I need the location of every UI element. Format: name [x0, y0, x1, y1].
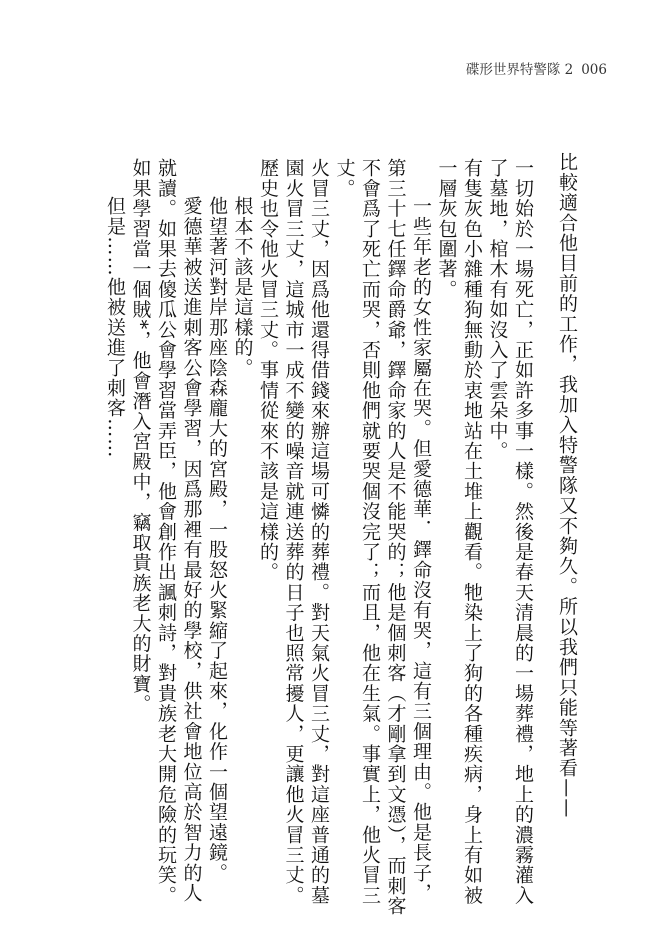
- book-title: 碟形世界特警隊 2: [465, 62, 574, 78]
- page-number: 006: [581, 62, 607, 78]
- handwritten-note: 比較適合他目前的工作，我加入特警隊又不夠久。所以我們只能等著看——: [556, 152, 578, 819]
- running-header: [387, 58, 607, 80]
- body-text: [95, 158, 535, 918]
- paragraph-3: 一些年老的女性家屬在哭。但愛德華．鐸命沒有哭，這有三個理由。他是長子，第三十七任鐸命爵爺，鐸命家的人是不能哭的；他是個刺客（才剛拿到文憑），而刺客不會爲了死亡而哭，否則他們就要哭個沒完了；而且，他在生氣。事實上，他火冒三丈。: [333, 158, 432, 917]
- paragraph-7: 愛德華被送進刺客公會學習，因爲那裡有最好的學校，供社會地位高於智力的人就讀。如果去傻瓜公會學習當弄臣，他會創作出諷刺詩，對貴族老大開危險的玩笑。如果學習當一個賊*，他會潛入宮殿中，竊取貴族老大的財寶。: [129, 158, 203, 906]
- paragraph-1: 一切始於一場死亡，正如許多事一樣。然後是春天清晨的一場葬禮，地上的濃霧灌入了墓地，棺木有如沒入了雲朵中。: [486, 158, 534, 906]
- paragraph-4: 火冒三丈，因爲他還得借錢來辦這場可憐的葬禮。對天氣火冒三丈，對這座普通的墓園火冒三丈，這城市一成不變的噪音就連送葬的日子也照常擾人，更讓他火冒三丈。歷史也令他火冒三丈。事情從來不該是這樣的。: [257, 158, 330, 906]
- paragraph-2: 有隻灰色小雜種狗無動於衷地站在土堆上觀看。牠染上了狗的各種疾病，身上有如被一層灰包圍著。: [435, 158, 483, 906]
- paragraph-8: 但是……他被送進了刺客……: [104, 196, 126, 459]
- paragraph-6: 他望著河對岸那座陰森龐大的宮殿，一股怒火緊縮了起來，化作一個望遠鏡。: [206, 196, 228, 883]
- paragraph-5: 根本不該是這樣的。: [231, 196, 254, 378]
